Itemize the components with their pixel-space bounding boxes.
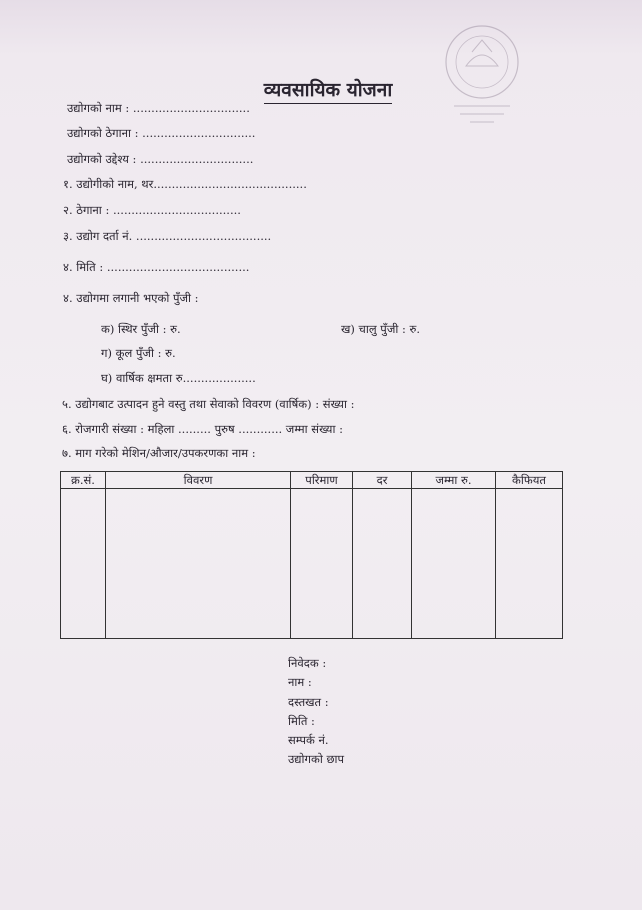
name-label: नाम : — [288, 675, 312, 689]
owner-name-field: १. उद्योगीको नाम, थर.......................................... — [63, 177, 307, 191]
capital-heading: ४. उद्योगमा लगानी भएको पुँजी : — [63, 291, 199, 305]
machinery-table — [60, 471, 563, 639]
industry-name-field: उद्योगको नाम : ................................ — [67, 101, 250, 115]
address-field: २. ठेगाना : ................................... — [63, 203, 241, 217]
working-capital-field: ख) चालु पुँजी : रु. — [341, 322, 421, 336]
table-row — [61, 489, 563, 639]
employment-field: ६. रोजगारी संख्या : महिला ......... पुरुष ............ जम्मा संख्या : — [62, 422, 343, 436]
table-cell — [106, 489, 291, 639]
table-cell — [353, 489, 412, 639]
annual-capacity-field: घ) वार्षिक क्षमता रु.................... — [101, 371, 256, 385]
products-services-field: ५. उद्योगबाट उत्पादन हुने वस्तु तथा सेवाको विवरण (वार्षिक) : संख्या : — [62, 397, 355, 411]
applicant-label: निवेदक : — [288, 656, 327, 670]
industry-address-field: उद्योगको ठेगाना : ............................... — [67, 126, 256, 140]
machinery-heading: ७. माग गरेको मेशिन/औजार/उपकरणका नाम : — [62, 446, 256, 460]
contact-number-label: सम्पर्क नं. — [288, 733, 329, 747]
date-field: ४. मिति : ....................................... — [63, 260, 250, 274]
total-capital-field: ग) कूल पुँजी : रु. — [101, 346, 176, 360]
table-cell — [412, 489, 496, 639]
table-header-row — [61, 472, 563, 489]
industry-purpose-field: उद्योगको उद्देश्य : ............................... — [67, 152, 254, 166]
table-cell — [61, 489, 106, 639]
col-remarks: कैफियत — [496, 472, 563, 489]
fixed-capital-field: क) स्थिर पुँजी : रु. — [101, 322, 181, 336]
col-quantity: परिमाण — [291, 472, 353, 489]
signature-label: दस्तखत : — [288, 695, 329, 709]
registration-number-field: ३. उद्योग दर्ता नं. ..................................... — [63, 229, 272, 243]
col-total-amount: जम्मा रु. — [412, 472, 496, 489]
table-cell — [496, 489, 563, 639]
sign-date-label: मिति : — [288, 714, 315, 728]
page-title: व्यवसायिक योजना — [0, 76, 642, 102]
col-serial-number: क्र.सं. — [61, 472, 106, 489]
table-cell — [291, 489, 353, 639]
col-description: विवरण — [106, 472, 291, 489]
col-rate: दर — [353, 472, 412, 489]
industry-stamp-label: उद्योगको छाप — [288, 752, 345, 766]
